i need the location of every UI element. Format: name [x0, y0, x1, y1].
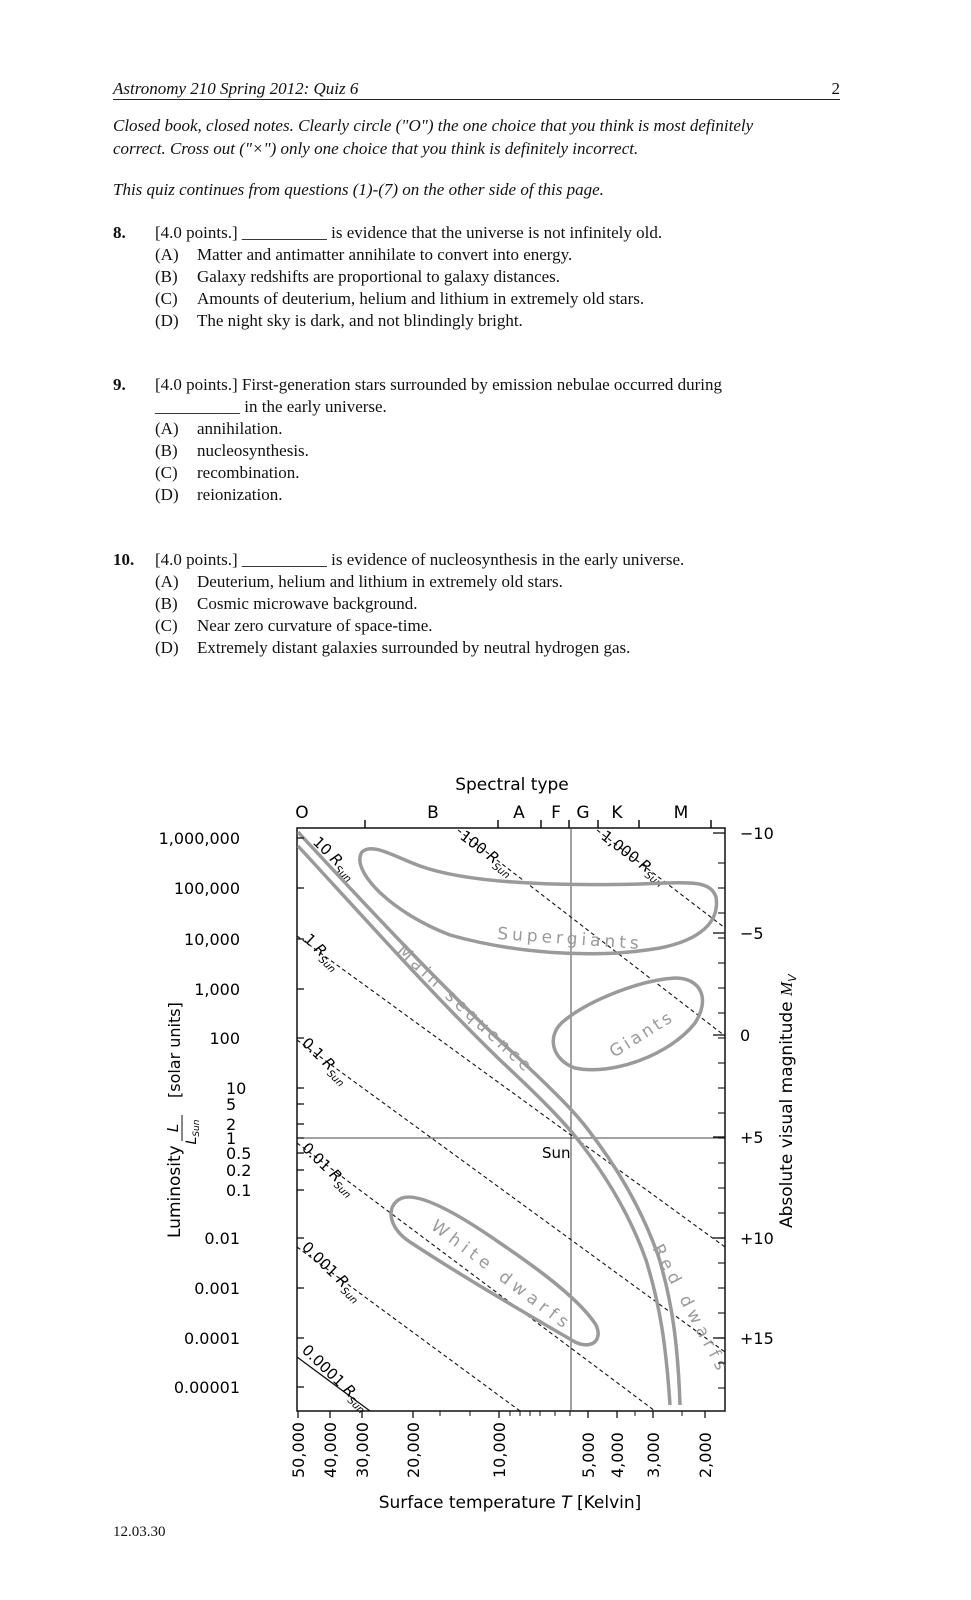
option-letter: (D): [155, 485, 179, 504]
spectral-ticks: [365, 820, 711, 828]
luminosity-tick-label: 100: [209, 1029, 240, 1048]
radius-label-1: 1 $R_{Sun}$: [300, 929, 338, 976]
luminosity-tick-label: 10: [226, 1079, 247, 1098]
radius-label-0-1: 0.1 $R_{Sun}$: [298, 1033, 346, 1090]
luminosity-tick-label: 100,000: [173, 879, 240, 898]
luminosity-tick-label: 0.0001: [184, 1329, 240, 1348]
spectral-type-g: G: [576, 803, 590, 823]
instructions-line-2: correct. Cross out ("×") only one choice that you think is definitely incorrect.: [113, 139, 639, 158]
magnitude-axis-label: Absolute visual magnitude $M_V$: [777, 974, 799, 1228]
question-line: [4.0 points.] First-generation stars surrounded by emission nebulae occurred during: [155, 375, 723, 394]
luminosity-tick-label: 1,000: [194, 980, 240, 999]
main-sequence-lower: [298, 846, 670, 1405]
page-number: 2: [831, 79, 840, 98]
main-sequence-upper: [298, 832, 680, 1405]
supergiants-label: Supergiants: [496, 924, 644, 955]
stellar-regions: [298, 832, 717, 1405]
spectral-type-m: M: [673, 803, 689, 823]
question-line: [4.0 points.] __________ is evidence that the universe is not infinitely old.: [155, 223, 663, 242]
footer-date: 12.03.30: [113, 1524, 166, 1540]
fraction-denominator: $L_{Sun}$: [184, 1119, 202, 1145]
option-letter: (A): [155, 572, 179, 591]
option-letter: (B): [155, 267, 178, 286]
giants-region: [553, 978, 702, 1070]
temperature-tick-label: 3,000: [644, 1432, 663, 1478]
fraction-numerator: L: [164, 1123, 182, 1133]
radius-label-10: 10 $R_{Sun}$: [309, 832, 354, 886]
temperature-tick-label: 4,000: [608, 1432, 627, 1478]
luminosity-tick-label: 1: [226, 1129, 237, 1148]
magnitude-tick-label: 0: [740, 1026, 751, 1045]
temperature-tick-label: 30,000: [353, 1422, 372, 1478]
luminosity-tick-label: 0.1: [226, 1181, 252, 1200]
luminosity-axis-label: Luminosity: [165, 1145, 185, 1238]
temperature-tick-label: 20,000: [404, 1422, 423, 1478]
spectral-type-a: A: [513, 803, 525, 823]
spectral-type-o: O: [295, 803, 309, 823]
question-number: 8.: [113, 223, 126, 242]
radius-label-0-01: 0.01 $R_{Sun}$: [298, 1138, 353, 1202]
option-text: nucleosynthesis.: [197, 441, 309, 460]
question-number: 10.: [113, 550, 135, 569]
luminosity-tick-label: 0.01: [204, 1229, 240, 1248]
luminosity-tick-label: 0.001: [194, 1279, 240, 1298]
giants-label: Giants: [606, 1006, 679, 1063]
question-line: __________ in the early universe.: [155, 397, 387, 416]
radius-label-0-001: 0.001 $R_{Sun}$: [298, 1237, 360, 1307]
sun-label: Sun: [542, 1144, 571, 1162]
radius-line-1: [297, 936, 725, 1247]
question-number: 9.: [113, 375, 126, 394]
radius-label-1000: 1,000 $R_{Sun}$: [597, 826, 665, 891]
magnitude-tick-label: +10: [740, 1229, 774, 1248]
option-letter: (C): [155, 463, 178, 482]
temperature-tick-label: 40,000: [321, 1422, 340, 1478]
option-text: recombination.: [197, 463, 300, 482]
spectral-type-b: B: [427, 803, 439, 823]
luminosity-tick-label: 0.2: [226, 1161, 252, 1180]
axis-ticks: [159, 824, 774, 1478]
continuation-note: This quiz continues from questions (1)-(7) on the other side of this page.: [113, 180, 604, 199]
radius-label-0-0001: 0.0001 $R_{Sun}$: [298, 1340, 367, 1417]
option-letter: (D): [155, 311, 179, 330]
temperature-tick-label: 5,000: [579, 1432, 598, 1478]
option-letter: (A): [155, 245, 179, 264]
luminosity-units: [solar units]: [165, 1002, 184, 1098]
luminosity-tick-label: 5: [226, 1095, 237, 1114]
option-text: Amounts of deuterium, helium and lithium in extremely old stars.: [197, 289, 645, 308]
option-letter: (C): [155, 616, 178, 635]
spectral-type-k: K: [611, 803, 623, 823]
option-letter: (A): [155, 419, 179, 438]
instructions-line-1: Closed book, closed notes. Clearly circle ("O") the one choice that you think is most definitely: [113, 116, 754, 135]
luminosity-tick-label: 10,000: [184, 930, 240, 949]
option-text: Near zero curvature of space-time.: [197, 616, 433, 635]
luminosity-tick-label: 0.5: [226, 1144, 252, 1163]
option-text: Cosmic microwave background.: [197, 594, 418, 613]
temperature-tick-label: 10,000: [490, 1422, 509, 1478]
temperature-tick-label: 50,000: [289, 1422, 308, 1478]
temperature-axis-label: Surface temperature T [Kelvin]: [378, 1493, 642, 1513]
option-letter: (B): [155, 441, 178, 460]
option-text: The night sky is dark, and not blindingly bright.: [197, 311, 523, 330]
option-text: annihilation.: [197, 419, 283, 438]
luminosity-tick-label: 0.00001: [173, 1378, 240, 1397]
option-text: Extremely distant galaxies surrounded by neutral hydrogen gas.: [197, 638, 631, 657]
quiz-title: Astronomy 210 Spring 2012: Quiz 6: [113, 79, 359, 98]
magnitude-tick-label: +5: [740, 1128, 764, 1147]
luminosity-tick-label: 1,000,000: [158, 829, 240, 848]
question-line: [4.0 points.] __________ is evidence of nucleosynthesis in the early universe.: [155, 550, 685, 569]
option-letter: (C): [155, 289, 178, 308]
option-text: reionization.: [197, 485, 283, 504]
white-dwarfs-label: White dwarfs: [426, 1216, 577, 1336]
magnitude-tick-label: +15: [740, 1329, 774, 1348]
magnitude-tick-label: −10: [740, 824, 774, 843]
luminosity-tick-label: 2: [226, 1115, 237, 1134]
option-text: Galaxy redshifts are proportional to galaxy distances.: [197, 267, 561, 286]
spectral-type-title: Spectral type: [455, 775, 569, 795]
option-text: Deuterium, helium and lithium in extremely old stars.: [197, 572, 563, 591]
temperature-tick-label: 2,000: [696, 1432, 715, 1478]
luminosity-fraction: [164, 1115, 202, 1144]
option-letter: (B): [155, 594, 178, 613]
main-sequence-label: Main sequence: [392, 941, 538, 1079]
option-text: Matter and antimatter annihilate to convert into energy.: [197, 245, 573, 264]
magnitude-tick-label: −5: [740, 924, 764, 943]
spectral-type-f: F: [551, 803, 561, 823]
option-letter: (D): [155, 638, 179, 657]
red-dwarfs-label: Red dwarfs: [647, 1240, 734, 1379]
radius-label-100: 100 $R_{Sun}$: [456, 826, 512, 882]
